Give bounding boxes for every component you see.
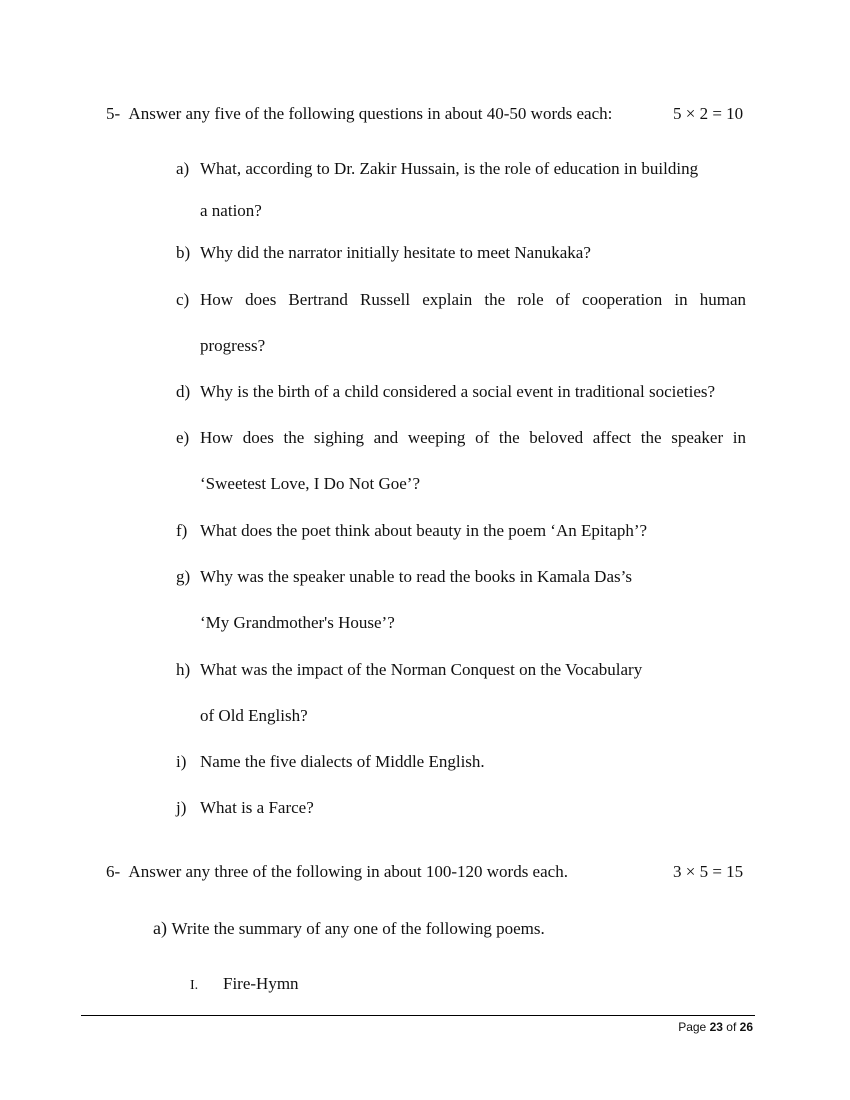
q5-item-h	[176, 660, 642, 680]
item-label: b)	[176, 243, 191, 262]
item-label: f)	[176, 521, 188, 540]
item-text: How does Bertrand Russell explain the role of cooperation in human	[200, 290, 746, 309]
q6-poem-1	[190, 974, 299, 994]
item-text: What does the poet think about beauty in the poem ‘An Epitaph’?	[200, 521, 648, 540]
item-label: e)	[176, 428, 190, 447]
item-label: g)	[176, 567, 191, 586]
item-label: h)	[176, 660, 191, 679]
item-label: d)	[176, 382, 191, 401]
item-text: Why was the speaker unable to read the books in Kamala Das’s	[200, 567, 632, 586]
part-label: a)	[153, 918, 167, 938]
q5-item-e	[176, 428, 746, 448]
q5-item-b	[176, 243, 591, 263]
item-label: j)	[176, 798, 187, 817]
q5-item-h-cont: of Old English?	[200, 706, 308, 725]
q5-item-a	[176, 159, 698, 179]
q5-item-c-cont: progress?	[200, 336, 266, 355]
item-text: What, according to Dr. Zakir Hussain, is the role of education in building	[200, 159, 699, 178]
item-label: a)	[176, 159, 190, 178]
footer-rule	[81, 1015, 755, 1016]
poem-label: I.	[190, 978, 199, 993]
page-current: 23	[709, 1020, 723, 1034]
item-text: What was the impact of the Norman Conquest on the Vocabulary	[200, 660, 643, 679]
q5-item-g-cont: ‘My Grandmother's House’?	[200, 613, 395, 632]
part-text: Write the summary of any one of the following poems.	[171, 919, 545, 938]
q5-heading	[106, 104, 612, 124]
page-total: 26	[739, 1020, 753, 1034]
q6-heading	[106, 862, 568, 882]
q5-number: 5-	[106, 104, 121, 123]
q5-item-d	[176, 382, 715, 402]
q5-item-j	[176, 798, 314, 818]
item-text: What is a Farce?	[200, 798, 314, 817]
q6-part-a	[153, 918, 545, 939]
q5-item-e-cont: ‘Sweetest Love, I Do Not Goe’?	[200, 474, 420, 493]
q6-instruction: Answer any three of the following in about 100-120 words each.	[128, 862, 568, 881]
q5-item-a-cont: a nation?	[200, 201, 262, 220]
q5-item-i	[176, 752, 485, 772]
q5-item-f	[176, 521, 647, 541]
q6-marks: 3 × 5 = 15	[673, 862, 744, 881]
item-label: i)	[176, 752, 187, 771]
item-label: c)	[176, 290, 190, 309]
q6-number: 6-	[106, 862, 121, 881]
q5-item-g	[176, 567, 632, 587]
of-word: of	[726, 1020, 737, 1034]
item-text: Name the five dialects of Middle English.	[200, 752, 485, 771]
poem-title: Fire-Hymn	[223, 974, 299, 993]
page-footer	[678, 1020, 753, 1034]
item-text: Why is the birth of a child considered a social event in traditional societies?	[200, 382, 716, 401]
q5-instruction: Answer any five of the following questions in about 40-50 words each:	[128, 104, 613, 123]
q5-item-c	[176, 290, 746, 310]
q5-marks: 5 × 2 = 10	[673, 104, 744, 123]
item-text: How does the sighing and weeping of the beloved affect the speaker in	[200, 428, 746, 447]
item-text: Why did the narrator initially hesitate to meet Nanukaka?	[200, 243, 591, 262]
page-word: Page	[678, 1020, 707, 1034]
